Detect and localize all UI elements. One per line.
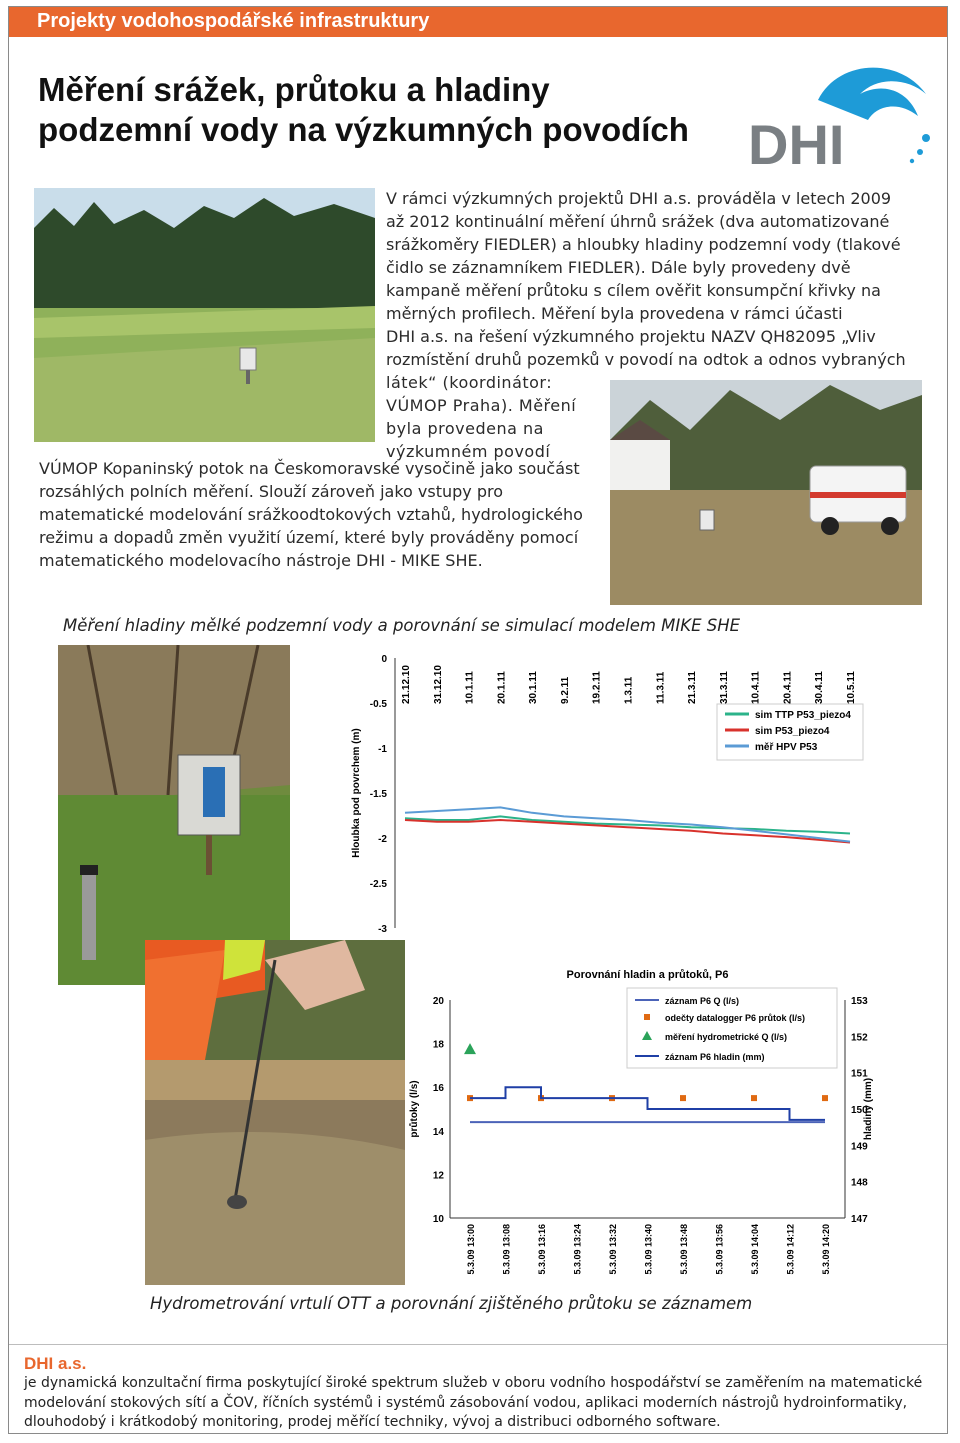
x-tick-label: 30.4.11 xyxy=(814,671,826,704)
y-tick-label: 20 xyxy=(432,996,444,1007)
intro-line: látek“ (koordinátor: xyxy=(386,373,553,392)
page-title xyxy=(38,70,738,150)
chart-groundwater-svg xyxy=(345,650,875,940)
intro-line: kampaně měření průtoku s cílem ověřit konsumpční křivky na xyxy=(386,281,881,300)
y-tick-label: 16 xyxy=(432,1083,444,1095)
footer-line: dlouhodobý i krátkodobý monitoring, prodej měřící techniky, vývoj a distribuci odborného software. xyxy=(24,1414,721,1430)
intro-full-block xyxy=(39,457,601,572)
y-tick-label: 10 xyxy=(432,1214,444,1225)
intro-line: měrných profilech. Měření byla provedena v rámci účasti xyxy=(386,304,843,323)
series-line-water-level xyxy=(470,1087,825,1120)
legend-label: sim P53_piezo4 xyxy=(755,726,830,737)
x-tick-label: 5.3.09 13:40 xyxy=(643,1224,654,1275)
company-description xyxy=(24,1374,924,1433)
y2-tick-label: 147 xyxy=(851,1214,868,1225)
datalogger-marker xyxy=(822,1095,828,1101)
footer-divider xyxy=(9,1344,947,1345)
y2-tick-label: 149 xyxy=(851,1141,868,1153)
chart-flow-svg xyxy=(405,960,877,1280)
intro-right-block xyxy=(386,187,922,371)
x-tick-label: 5.3.09 13:32 xyxy=(608,1224,618,1275)
x-tick-label: 10.1.11 xyxy=(464,671,476,704)
datalogger-marker xyxy=(680,1095,686,1101)
legend-label: sim TTP P53_piezo4 xyxy=(755,710,851,721)
x-tick-label: 9.2.11 xyxy=(559,676,571,704)
x-tick-label: 30.1.11 xyxy=(528,671,540,704)
x-tick-label: 31.3.11 xyxy=(718,671,730,704)
y-axis-label: Hloubka pod povrchem (m) xyxy=(351,728,362,858)
x-tick-label: 1.3.11 xyxy=(623,676,635,704)
x-tick-label: 5.3.09 13:16 xyxy=(537,1224,547,1275)
caption-groundwater: Měření hladiny mělké podzemní vody a porovnání se simulací modelem MIKE SHE xyxy=(63,616,741,635)
intro-line: čidlo se záznamníkem FIEDLER). Dále byly provedeny dvě xyxy=(386,258,851,277)
y-tick-label: -2 xyxy=(378,834,387,845)
intro-line: rozmístění druhů pozemků v povodí na odtok a odnos vybraných xyxy=(386,350,906,369)
intro-line: V rámci výzkumných projektů DHI a.s. prováděla v letech 2009 xyxy=(386,189,892,208)
intro-line: rozsáhlých polních měření. Slouží zároveň jako vstupy pro xyxy=(39,482,504,501)
header-bar xyxy=(9,7,947,37)
x-tick-label: 5.3.09 13:00 xyxy=(466,1224,476,1275)
y2-axis-label: hladiny (mm) xyxy=(863,1077,874,1141)
chart-groundwater xyxy=(345,650,875,940)
y2-tick-label: 148 xyxy=(851,1177,868,1189)
header-category: Projekty vodohospodářské infrastruktury xyxy=(37,10,430,32)
legend-swatch xyxy=(644,1014,650,1020)
x-tick-label: 5.3.09 13:48 xyxy=(679,1224,689,1275)
y-tick-label: -3 xyxy=(378,924,387,935)
y-tick-label: -2.5 xyxy=(369,879,387,890)
x-tick-label: 21.3.11 xyxy=(687,671,699,704)
intro-line: byla provedena na xyxy=(386,419,544,438)
x-tick-label: 10.5.11 xyxy=(846,671,857,704)
datalogger-marker xyxy=(751,1095,757,1101)
x-tick-label: 21.12.10 xyxy=(401,665,412,704)
logo-text: DHI xyxy=(748,113,845,172)
intro-narrow-block xyxy=(386,371,601,463)
series-line-sim-ttp-p53-piezo4 xyxy=(405,816,850,833)
x-tick-label: 5.3.09 13:56 xyxy=(714,1224,725,1275)
y-tick-label: 14 xyxy=(432,1126,444,1138)
caption-flow: Hydrometrování vrtulí OTT a porovnání zjištěného průtoku se záznamem xyxy=(150,1294,753,1313)
intro-line: VÚMOP Praha). Měření xyxy=(386,396,577,415)
x-tick-label: 5.3.09 13:08 xyxy=(501,1224,512,1275)
legend-label: odečty datalogger P6 průtok (l/s) xyxy=(665,1013,806,1023)
legend-label: záznam P6 hladin (mm) xyxy=(665,1052,765,1062)
chart-title: Porovnání hladin a průtoků, P6 xyxy=(566,969,729,981)
photo-measurement-van xyxy=(610,380,922,605)
intro-line: režimu a dopadů změn využití území, které byly prováděny pomocí xyxy=(39,528,579,547)
y-tick-label: 18 xyxy=(432,1039,444,1051)
y2-tick-label: 151 xyxy=(851,1068,868,1080)
x-tick-label: 5.3.09 14:20 xyxy=(821,1224,831,1275)
footer-line: je dynamická konzultační firma poskytující široké spektrum služeb v oboru vodního hospodářství se zaměřením na matematické xyxy=(24,1375,923,1391)
page-title-line2: podzemní vody na výzkumných povodích xyxy=(38,111,689,148)
intro-line: výzkumném povodí xyxy=(386,442,551,461)
intro-line: matematické modelování srážkoodtokových vztahů, hydrologického xyxy=(39,505,583,524)
intro-line: DHI a.s. na řešení výzkumného projektu NAZV QH82095 „Vliv xyxy=(386,327,876,346)
x-tick-label: 5.3.09 14:12 xyxy=(785,1224,796,1275)
photo-datalogger xyxy=(58,645,290,985)
water-wave-icon xyxy=(748,60,932,172)
x-tick-label: 20.4.11 xyxy=(782,671,794,704)
y-axis-label: průtoky (l/s) xyxy=(409,1080,420,1138)
x-tick-label: 31.12.10 xyxy=(432,665,444,704)
x-tick-label: 10.4.11 xyxy=(750,671,762,704)
page-title-line1: Měření srážek, průtoku a hladiny xyxy=(38,71,550,108)
company-name: DHI a.s. xyxy=(24,1354,87,1373)
y2-tick-label: 150 xyxy=(851,1105,868,1116)
y-tick-label: -0.5 xyxy=(369,699,387,710)
photo-rain-gauge-field xyxy=(34,188,375,442)
intro-line: srážkoměry FIEDLER) a hloubky hladiny podzemní vody (tlakové xyxy=(386,235,901,254)
legend-label: měření hydrometrické Q (l/s) xyxy=(665,1032,788,1042)
y2-tick-label: 152 xyxy=(851,1032,868,1044)
intro-line: až 2012 kontinuální měření úhrnů srážek (dva automatizované xyxy=(386,212,890,231)
y2-tick-label: 153 xyxy=(851,996,868,1007)
intro-line: matematického modelovacího nástroje DHI - MIKE SHE. xyxy=(39,551,483,570)
y-tick-label: 12 xyxy=(432,1170,444,1182)
legend-label: měř HPV P53 xyxy=(755,742,818,753)
x-tick-label: 19.2.11 xyxy=(591,671,603,704)
x-tick-label: 20.1.11 xyxy=(496,671,508,704)
footer-line: modelování stokových sítí a ČOV, říčních systémů i systémů zásobování vodou, aplikaci moderních nástrojů hydroinformatiky, xyxy=(24,1394,908,1411)
y-tick-label: -1 xyxy=(378,744,387,755)
y-tick-label: 0 xyxy=(381,654,387,665)
x-tick-label: 5.3.09 14:04 xyxy=(750,1224,760,1275)
y-tick-label: -1.5 xyxy=(369,789,387,800)
chart-flow xyxy=(405,960,877,1280)
x-tick-label: 5.3.09 13:24 xyxy=(572,1224,583,1275)
intro-line: VÚMOP Kopaninský potok na Českomoravské vysočině jako součást xyxy=(39,459,580,478)
hydrometric-marker xyxy=(464,1043,476,1054)
photo-flow-measurement xyxy=(145,940,405,1285)
x-tick-label: 11.3.11 xyxy=(655,671,667,704)
legend-label: záznam P6 Q (l/s) xyxy=(665,996,740,1006)
dhi-logo xyxy=(748,60,932,172)
